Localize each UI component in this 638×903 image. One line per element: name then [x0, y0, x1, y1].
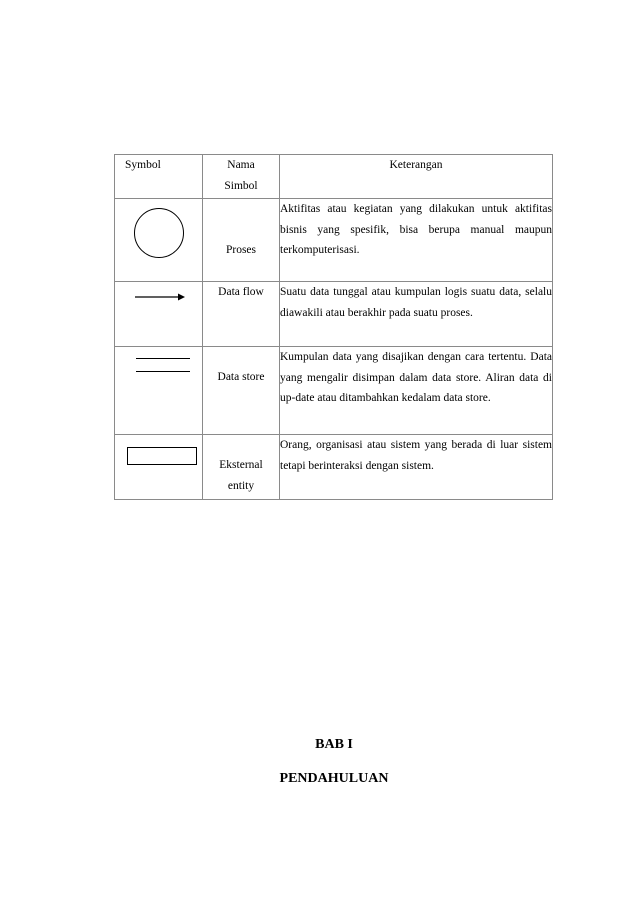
symbol-cell — [115, 435, 203, 500]
row-name: Data flow — [218, 286, 264, 298]
table-row — [115, 199, 553, 282]
header-name-line1: Nama — [227, 159, 255, 171]
name-cell — [203, 347, 280, 435]
row-name-line1: Eksternal — [219, 459, 263, 471]
dfd-symbol-table — [114, 154, 553, 500]
name-cell — [203, 435, 280, 500]
header-name — [203, 155, 280, 199]
table-row — [115, 282, 553, 347]
table-row — [115, 347, 553, 435]
symbol-cell — [115, 282, 203, 347]
header-symbol: Symbol — [115, 155, 203, 199]
name-cell — [203, 282, 280, 347]
rectangle-icon — [127, 447, 197, 465]
header-name-line2: Simbol — [224, 179, 258, 192]
description-cell: Aktifitas atau kegiatan yang dilakukan untuk aktifitas bisnis yang spesifik, bisa berupa manual maupun terkomputerisasi. — [280, 199, 553, 282]
symbol-cell — [115, 199, 203, 282]
description-cell: Orang, organisasi atau sistem yang berada di luar sistem tetapi berinteraksi dengan sistem. — [280, 435, 553, 500]
store-line-bottom — [136, 371, 190, 372]
circle-icon — [134, 208, 184, 258]
name-cell — [203, 199, 280, 282]
symbol-cell — [115, 347, 203, 435]
row-name-line2: entity — [227, 479, 255, 492]
store-line-top — [136, 358, 190, 359]
table-header-row — [115, 155, 553, 199]
row-name: Proses — [225, 244, 257, 256]
table-row — [115, 435, 553, 500]
chapter-title: PENDAHULUAN — [279, 771, 389, 786]
description-cell: Kumpulan data yang disajikan dengan cara tertentu. Data yang mengalir disimpan dalam data store. Aliran data di up-date atau ditambahkan kedalam data store. — [280, 347, 553, 435]
description-cell: Suatu data tunggal atau kumpulan logis suatu data, selalu diawakili atau berakhir pada suatu proses. — [280, 282, 553, 347]
row-name: Data store — [217, 371, 265, 383]
arrow-right-icon — [135, 292, 185, 302]
header-description: Keterangan — [280, 155, 553, 199]
chapter-number: BAB I — [315, 737, 353, 752]
